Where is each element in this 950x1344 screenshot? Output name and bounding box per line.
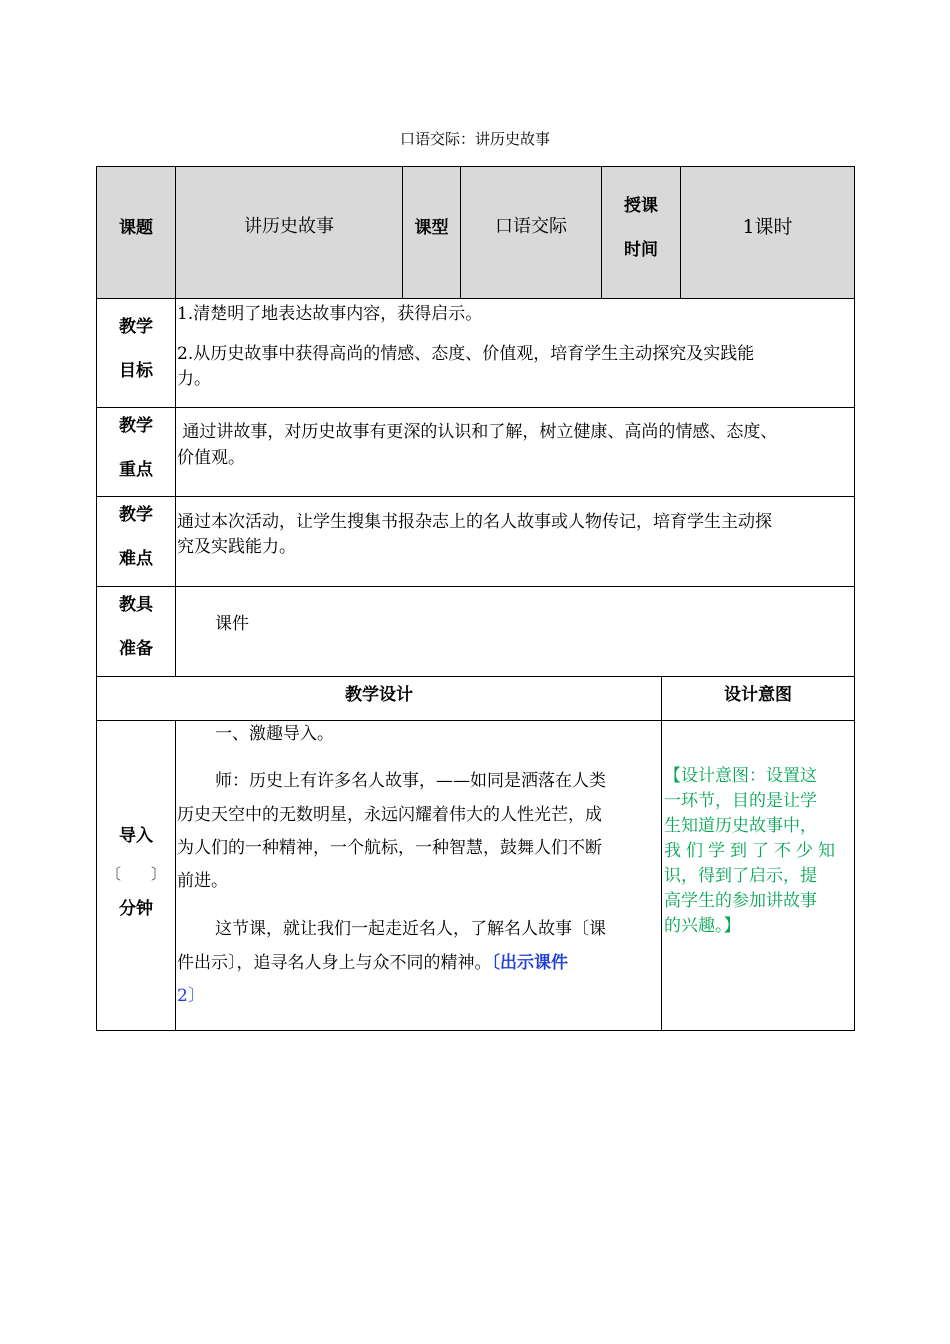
table-border: [175, 166, 176, 676]
focus-text-line2: 价值观。: [177, 448, 245, 468]
time-label-line2: 时间: [624, 240, 658, 260]
table-border: [96, 407, 855, 408]
table-border: [96, 676, 855, 677]
table-border: [96, 496, 855, 497]
table-border: [96, 1030, 855, 1031]
intent-line-3: 生知道历史故事中，: [664, 816, 817, 836]
difficulty-label-line2: 难点: [119, 549, 153, 569]
topic-label: 课题: [119, 218, 153, 238]
tools-label-line2: 准备: [119, 639, 153, 659]
design-paragraph-3-text: 件出示〕，追寻名人身上与众不同的精神。: [177, 953, 492, 973]
time-label-line1: 授课: [624, 196, 658, 216]
type-value: 口语交际: [495, 216, 567, 237]
table-border: [854, 166, 855, 1031]
table-border: [96, 720, 855, 721]
difficulty-text-line1: 通过本次活动，让学生搜集书报杂志上的名人故事或人物传记，培育学生主动探: [177, 512, 772, 532]
focus-label-line1: 教学: [119, 416, 153, 436]
table-border: [175, 720, 176, 1031]
table-border: [96, 298, 855, 299]
design-paragraph-2-line3: 为人们的一种精神，一个航标，一种智慧，鼓舞人们不断: [177, 838, 602, 858]
courseware-cue-number: 2〕: [177, 986, 205, 1006]
intent-line-7: 的兴趣。】: [664, 916, 741, 936]
goals-item-2-line1: 2.从历史故事中获得高尚的情感、态度、价值观，培育学生主动探究及实践能: [177, 344, 755, 364]
table-border: [601, 166, 602, 298]
intent-line-4: 我们学到了不少知: [664, 841, 840, 861]
intent-line-2: 一环节，目的是让学: [664, 791, 817, 811]
table-border: [661, 676, 662, 1031]
time-value: 1课时: [742, 216, 793, 238]
table-border: [96, 586, 855, 587]
tools-label-line1: 教具: [119, 595, 153, 615]
design-header-left: 教学设计: [345, 685, 413, 705]
document-title: 口语交际：讲历史故事: [399, 130, 550, 148]
topic-value: 讲历史故事: [244, 216, 334, 237]
stage-label-line1: 导入: [119, 826, 153, 846]
focus-text-line1: 通过讲故事，对历史故事有更深的认识和了解，树立健康、高尚的情感、态度、: [177, 422, 778, 442]
difficulty-text-line2: 究及实践能力。: [177, 537, 296, 557]
type-label: 课型: [414, 218, 449, 238]
goals-label-line2: 目标: [119, 361, 153, 381]
goals-label-line1: 教学: [119, 317, 153, 337]
design-paragraph-2-line1: 师：历史上有许多名人故事，——如同是洒落在人类: [215, 771, 606, 791]
design-paragraph-1: 一、激趣导入。: [215, 724, 334, 744]
stage-label-line3: 分钟: [119, 899, 153, 919]
difficulty-label-line1: 教学: [119, 505, 153, 525]
design-paragraph-3-line2: [177, 951, 661, 976]
design-paragraph-2-line2: 历史天空中的无数明星，永远闪耀着伟大的人性光芒，成: [177, 805, 602, 825]
design-paragraph-2-line4: 前进。: [177, 871, 228, 891]
focus-label-line2: 重点: [119, 460, 153, 480]
table-border: [96, 166, 855, 167]
goals-item-2-line2: 力。: [177, 369, 211, 389]
intent-line-1: 【设计意图：设置这: [664, 766, 817, 786]
courseware-cue: 〔出示课件: [491, 953, 568, 973]
stage-label-line2: 〔 〕: [105, 865, 166, 883]
design-header-right: 设计意图: [724, 685, 792, 705]
intent-line-6: 高学生的参加讲故事: [664, 891, 817, 911]
goals-item-1: 1.清楚明了地表达故事内容，获得启示。: [177, 304, 483, 324]
intent-line-5: 识，得到了启示，提: [664, 866, 817, 886]
tools-value: 课件: [215, 614, 249, 634]
design-paragraph-3-line1: 这节课，就让我们一起走近名人，了解名人故事〔课: [215, 919, 606, 939]
